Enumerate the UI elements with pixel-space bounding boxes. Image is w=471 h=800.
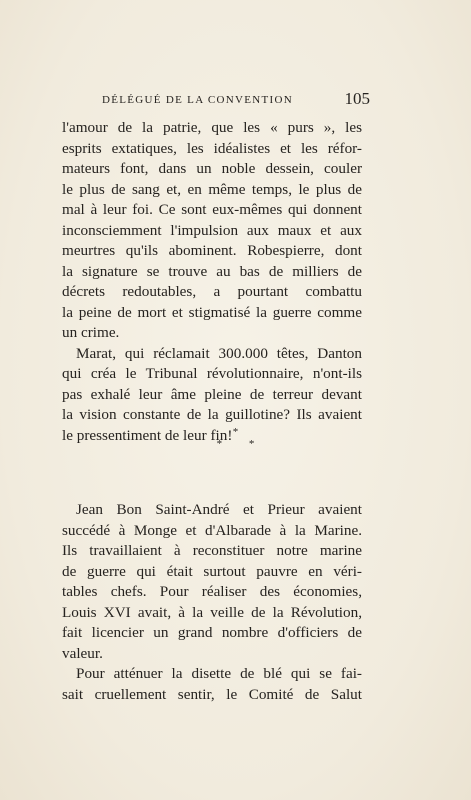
text-line: la peine de mort et stigmatisé la guerre comme [62,303,362,321]
page-number: 105 [344,89,370,108]
text-line: le plus de sang et, en même temps, le plus de [62,180,362,198]
text-line: qui créa le Tribunal révolutionnaire, n'ont-ils [62,365,362,382]
text-line: l'amour de la patrie, que les « purs », les [62,119,362,136]
paragraph-1 [62,118,362,344]
text-line: Louis XVI avait, à la veille de la Révolution, [62,603,362,621]
text-block-bottom [62,500,362,705]
text-line: succédé à Monge et d'Albarade à la Marine. [62,521,362,539]
running-head [100,89,370,111]
text-line: la signature se trouve au bas de milliers de [62,262,362,280]
asterism-bottom-stars: * * [216,438,267,450]
text-block-top [62,118,362,446]
running-title: DÉLÉGUÉ DE LA CONVENTION [102,94,293,106]
paragraph-3 [62,500,362,664]
text-line: Marat, qui réclamait 300.000 têtes, Danton [76,344,362,362]
paragraph-4 [62,664,362,705]
text-line: Pour atténuer la disette de blé qui se fai- [76,665,362,682]
text-line: valeur. [62,644,103,662]
text-line: la vision constante de la guillotine? Ils avaient [62,406,362,423]
text-line: tables chefs. Pour réaliser des économies, [62,583,362,600]
section-break-asterism [0,426,471,452]
asterism-top-star: * [232,426,251,438]
text-line: fait licencier un grand nombre d'officiers de [62,624,362,641]
text-line: Ils travaillaient à reconstituer notre marine [62,542,362,559]
text-line: Jean Bon Saint-André et Prieur avaient [76,501,362,518]
text-line: le pressentiment de leur fin! [62,426,233,444]
text-line: meurtres qu'ils abominent. Robespierre, dont [62,242,362,259]
text-line: décrets redoutables, a pourtant combattu [62,283,362,300]
text-line: de guerre qui était surtout pauvre en véri- [62,562,362,580]
text-line: un crime. [62,324,120,341]
text-line: esprits extatiques, les idéalistes et les réfor- [62,139,362,157]
text-line: inconsciemment l'impulsion aux maux et aux [62,221,362,239]
text-line: mateurs font, dans un noble dessein, couler [62,160,362,177]
text-line: sait cruellement sentir, le Comité de Salut [62,685,362,703]
text-line: pas exhalé leur âme pleine de terreur devant [62,385,362,403]
text-line: mal à leur foi. Ce sont eux-mêmes qui donnent [62,201,362,218]
